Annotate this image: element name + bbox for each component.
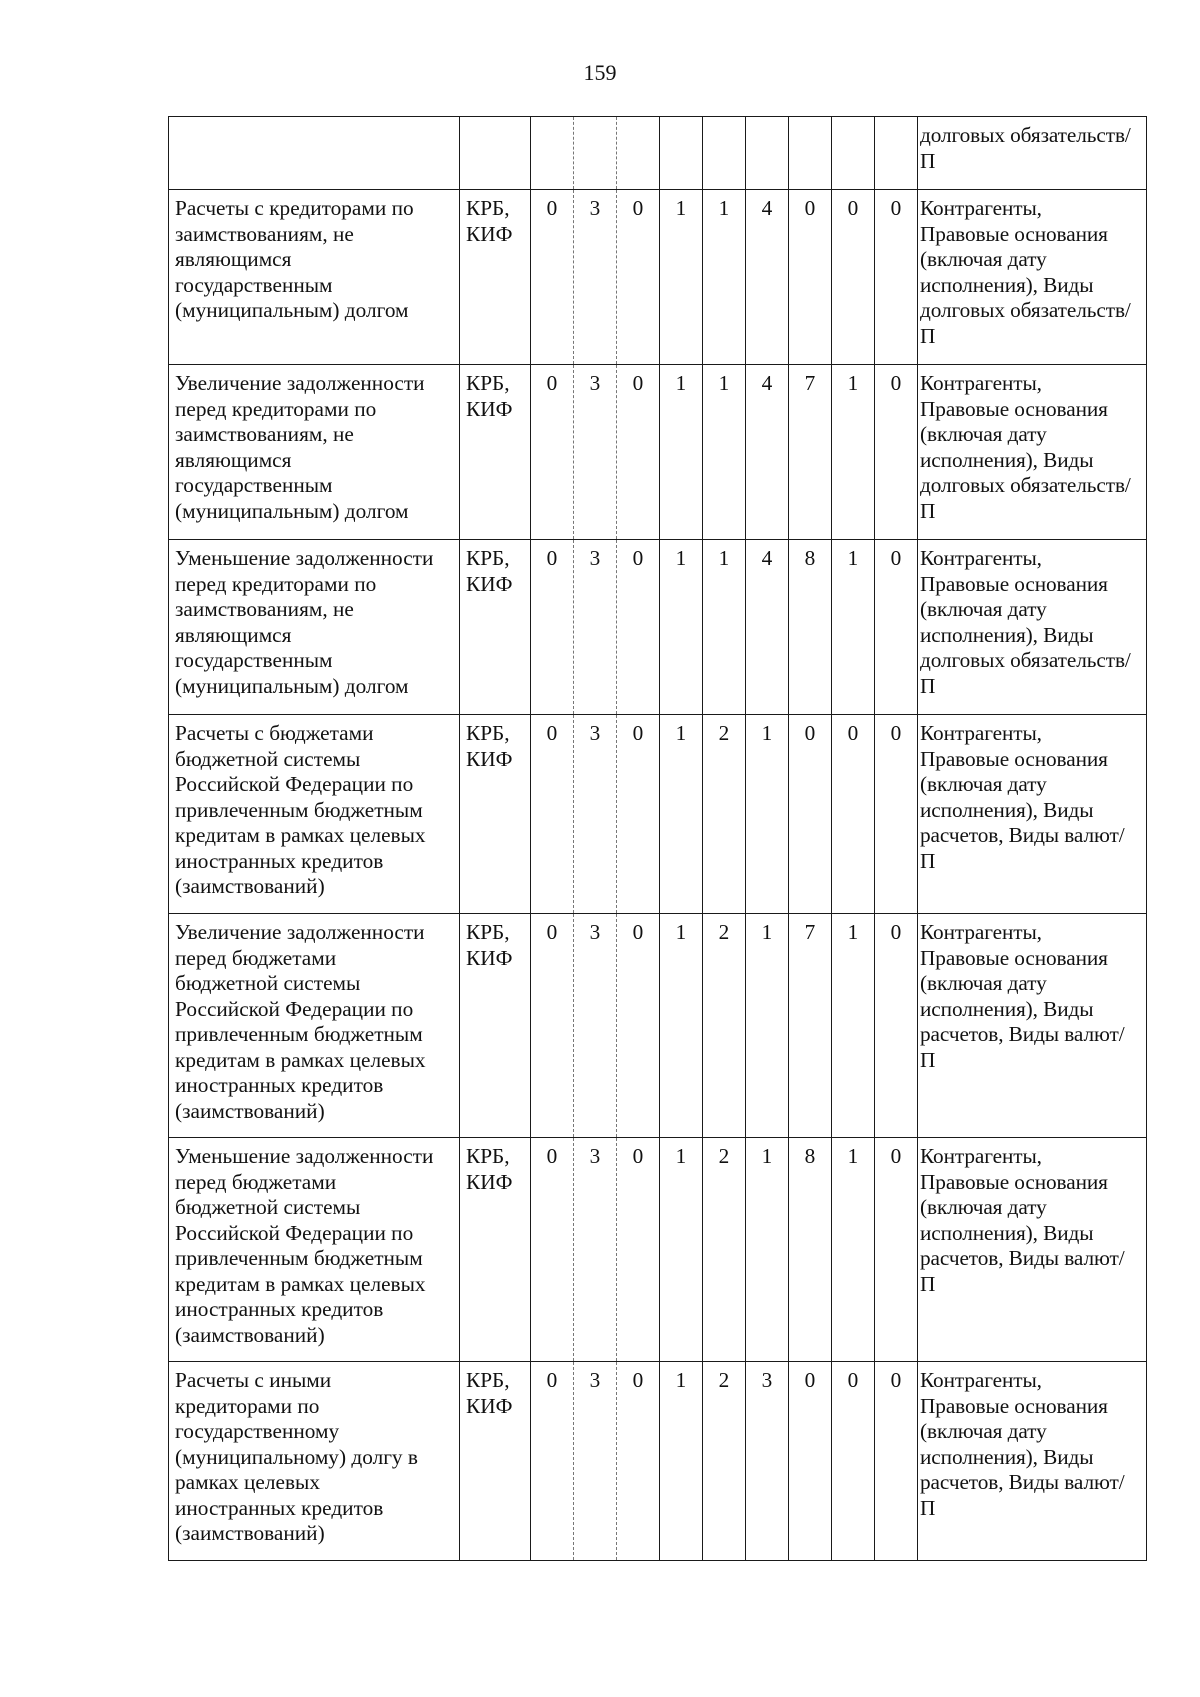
- account-name: Расчеты с кредиторами по заимствованиям, не являющимся государственным (муниципальным) долгом: [175, 196, 414, 322]
- digit-cell: [617, 117, 660, 190]
- name-cell: [169, 365, 460, 540]
- digit-cell: 1: [832, 540, 875, 715]
- name-cell: [169, 540, 460, 715]
- digit-cell: 0: [875, 715, 918, 914]
- digit-cell: [832, 117, 875, 190]
- digit-cell: [660, 117, 703, 190]
- analytics-text: Контрагенты, Правовые основания (включая дату исполнения), Виды долговых обязательств/ П: [920, 196, 1131, 348]
- accounts-table: [168, 116, 1147, 1561]
- digit-cell: 1: [746, 1138, 789, 1362]
- digit-cell: 0: [832, 715, 875, 914]
- digit-cell: 0: [531, 1362, 574, 1561]
- digit-cell: 7: [789, 914, 832, 1138]
- digit-cell: 0: [531, 715, 574, 914]
- digit-cell: [531, 117, 574, 190]
- digit-cell: 0: [789, 1362, 832, 1561]
- digit-cell: 0: [531, 540, 574, 715]
- digit-cell: 0: [617, 1362, 660, 1561]
- code-cell: [460, 914, 531, 1138]
- analytics-cell: [918, 365, 1147, 540]
- digit-cell: [703, 117, 746, 190]
- digit-cell: 1: [660, 365, 703, 540]
- digit-cell: 3: [574, 715, 617, 914]
- digit-cell: 3: [574, 1362, 617, 1561]
- digit-cell: 1: [660, 540, 703, 715]
- digit-cell: 1: [703, 365, 746, 540]
- table-row: [169, 190, 1147, 365]
- digit-cell: 8: [789, 1138, 832, 1362]
- digit-cell: 2: [703, 1138, 746, 1362]
- digit-cell: 0: [617, 365, 660, 540]
- account-code: КРБ, КИФ: [466, 920, 513, 970]
- digit-cell: 1: [660, 715, 703, 914]
- analytics-text: долговых обязательств/ П: [920, 123, 1131, 173]
- digit-cell: 1: [660, 914, 703, 1138]
- analytics-text: Контрагенты, Правовые основания (включая дату исполнения), Виды расчетов, Виды валют/ П: [920, 721, 1125, 873]
- digit-cell: 3: [574, 540, 617, 715]
- analytics-cell: [918, 1362, 1147, 1561]
- name-cell: [169, 117, 460, 190]
- digit-cell: 0: [875, 365, 918, 540]
- page-number: 159: [583, 60, 617, 85]
- table-row: [169, 1138, 1147, 1362]
- digit-cell: [574, 117, 617, 190]
- digit-cell: 4: [746, 190, 789, 365]
- name-cell: [169, 715, 460, 914]
- digit-cell: 2: [703, 914, 746, 1138]
- account-name: Расчеты с иными кредиторами по государственному (муниципальному) долгу в рамках целевых иностранных кредитов (заимствований): [175, 1368, 418, 1545]
- digit-cell: 0: [832, 190, 875, 365]
- digit-cell: 1: [660, 1362, 703, 1561]
- analytics-cell: [918, 117, 1147, 190]
- table-row-continuation: [169, 117, 1147, 190]
- analytics-cell: [918, 190, 1147, 365]
- digit-cell: 1: [660, 190, 703, 365]
- digit-cell: 0: [531, 365, 574, 540]
- analytics-text: Контрагенты, Правовые основания (включая дату исполнения), Виды расчетов, Виды валют/ П: [920, 920, 1125, 1072]
- table-row: [169, 540, 1147, 715]
- analytics-cell: [918, 914, 1147, 1138]
- code-cell: [460, 1138, 531, 1362]
- digit-cell: 3: [746, 1362, 789, 1561]
- digit-cell: 0: [531, 1138, 574, 1362]
- digit-cell: 1: [703, 540, 746, 715]
- digit-cell: 8: [789, 540, 832, 715]
- code-cell: [460, 715, 531, 914]
- digit-cell: 0: [617, 914, 660, 1138]
- digit-cell: 4: [746, 540, 789, 715]
- code-cell: [460, 190, 531, 365]
- analytics-text: Контрагенты, Правовые основания (включая дату исполнения), Виды расчетов, Виды валют/ П: [920, 1368, 1125, 1520]
- analytics-cell: [918, 715, 1147, 914]
- digit-cell: 1: [832, 1138, 875, 1362]
- digit-cell: 0: [875, 190, 918, 365]
- name-cell: [169, 914, 460, 1138]
- digit-cell: 1: [746, 715, 789, 914]
- analytics-cell: [918, 540, 1147, 715]
- analytics-cell: [918, 1138, 1147, 1362]
- digit-cell: 3: [574, 190, 617, 365]
- digit-cell: 7: [789, 365, 832, 540]
- digit-cell: [746, 117, 789, 190]
- table-row: [169, 1362, 1147, 1561]
- digit-cell: 0: [875, 1138, 918, 1362]
- digit-cell: 0: [531, 914, 574, 1138]
- account-name: Увеличение задолженности перед кредиторами по заимствованиям, не являющимся государственным (муниципальным) долгом: [175, 371, 425, 523]
- account-code: КРБ, КИФ: [466, 371, 513, 421]
- account-name: Увеличение задолженности перед бюджетами бюджетной системы Российской Федерации по привлеченным бюджетным кредитам в рамках целевых иностранных кредитов (заимствований): [175, 920, 426, 1123]
- digit-cell: 3: [574, 365, 617, 540]
- digit-cell: 0: [789, 715, 832, 914]
- account-name: Уменьшение задолженности перед бюджетами бюджетной системы Российской Федерации по привлеченным бюджетным кредитам в рамках целевых иностранных кредитов (заимствований): [175, 1144, 434, 1347]
- digit-cell: 3: [574, 914, 617, 1138]
- analytics-text: Контрагенты, Правовые основания (включая дату исполнения), Виды расчетов, Виды валют/ П: [920, 1144, 1125, 1296]
- digit-cell: 1: [832, 914, 875, 1138]
- digit-cell: 0: [789, 190, 832, 365]
- analytics-text: Контрагенты, Правовые основания (включая дату исполнения), Виды долговых обязательств/ П: [920, 546, 1131, 698]
- name-cell: [169, 1138, 460, 1362]
- table-row: [169, 365, 1147, 540]
- table-body: [169, 190, 1147, 1561]
- digit-cell: 1: [832, 365, 875, 540]
- digit-cell: [789, 117, 832, 190]
- digit-cell: 0: [617, 715, 660, 914]
- digit-cell: 0: [875, 1362, 918, 1561]
- digit-cell: 2: [703, 1362, 746, 1561]
- digit-cell: 0: [617, 540, 660, 715]
- analytics-text: Контрагенты, Правовые основания (включая дату исполнения), Виды долговых обязательств/ П: [920, 371, 1131, 523]
- digit-cell: 0: [875, 540, 918, 715]
- code-cell: [460, 1362, 531, 1561]
- digit-cell: 0: [875, 914, 918, 1138]
- name-cell: [169, 1362, 460, 1561]
- code-cell: [460, 365, 531, 540]
- digit-cell: 4: [746, 365, 789, 540]
- account-code: КРБ, КИФ: [466, 1144, 513, 1194]
- digit-cell: 1: [703, 190, 746, 365]
- digit-cell: 1: [660, 1138, 703, 1362]
- account-name: Уменьшение задолженности перед кредиторами по заимствованиям, не являющимся государственным (муниципальным) долгом: [175, 546, 434, 698]
- digit-cell: 1: [746, 914, 789, 1138]
- table-row: [169, 715, 1147, 914]
- table-row: [169, 914, 1147, 1138]
- name-cell: [169, 190, 460, 365]
- account-code: КРБ, КИФ: [466, 1368, 513, 1418]
- digit-cell: 0: [617, 190, 660, 365]
- digit-cell: 0: [617, 1138, 660, 1362]
- digit-cell: 2: [703, 715, 746, 914]
- digit-cell: [875, 117, 918, 190]
- code-cell: [460, 117, 531, 190]
- digit-cell: 3: [574, 1138, 617, 1362]
- account-code: КРБ, КИФ: [466, 196, 513, 246]
- digit-cell: 0: [832, 1362, 875, 1561]
- code-cell: [460, 540, 531, 715]
- account-code: КРБ, КИФ: [466, 546, 513, 596]
- account-name: Расчеты с бюджетами бюджетной системы Российской Федерации по привлеченным бюджетным кредитам в рамках целевых иностранных кредитов (заимствований): [175, 721, 426, 898]
- account-code: КРБ, КИФ: [466, 721, 513, 771]
- digit-cell: 0: [531, 190, 574, 365]
